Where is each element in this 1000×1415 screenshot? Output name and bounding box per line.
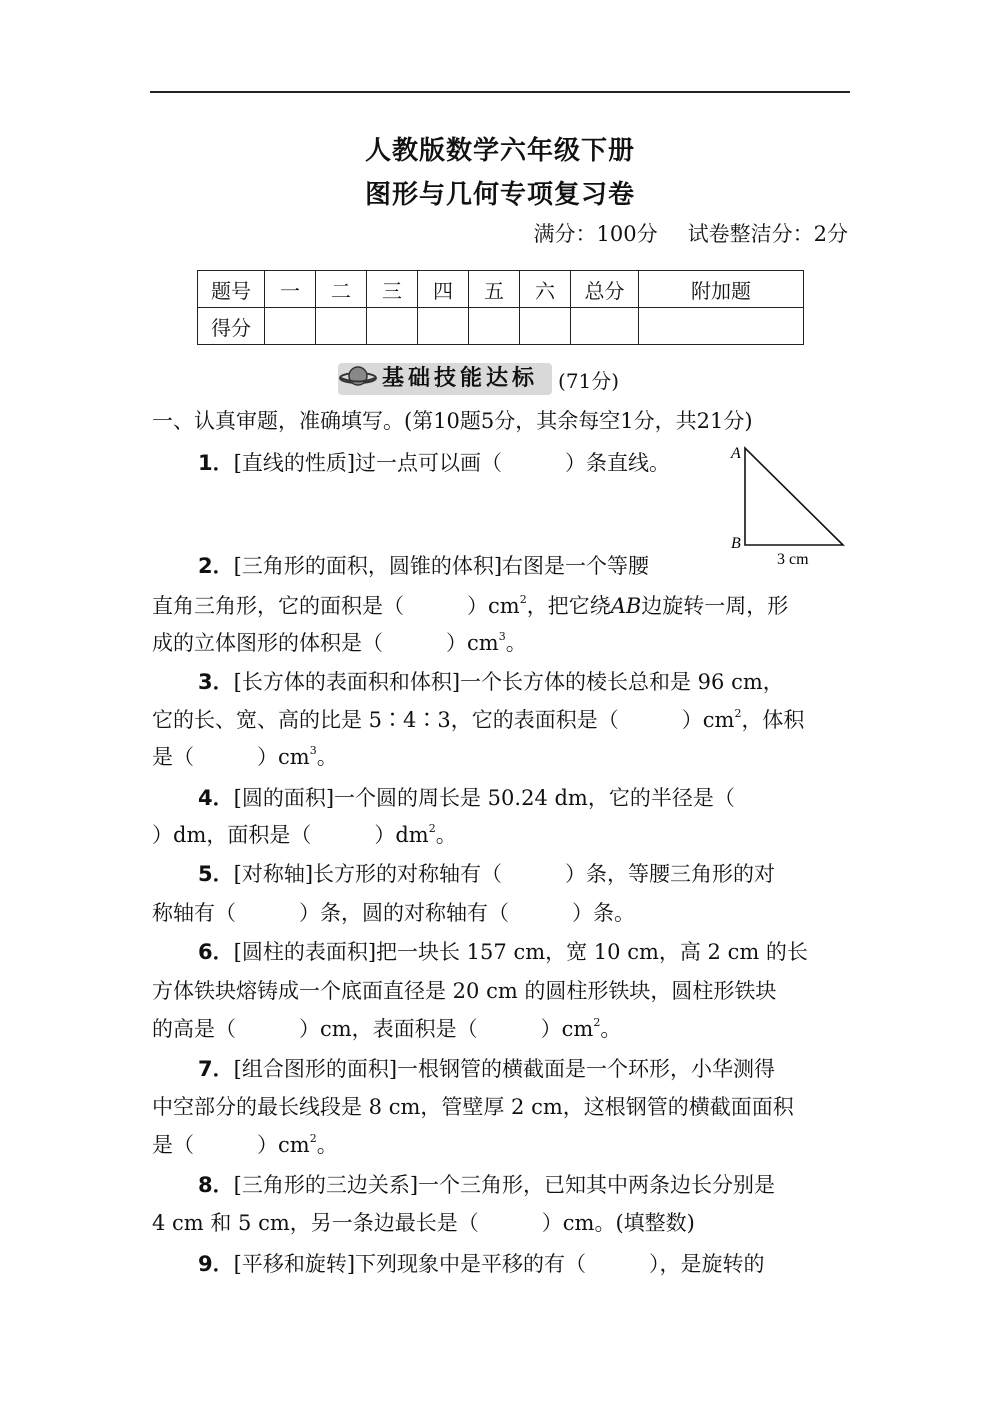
question-text: [组合图形的面积]一根钢管的横截面是一个环形，小华测得 — [233, 1057, 776, 1081]
superscript: 2 — [734, 707, 742, 720]
question-text: 。 — [505, 631, 527, 655]
question-8-line-1 — [198, 1175, 775, 1196]
question-text: 它的长、宽、高的比是 5∶4∶3，它的表面积是（ ）cm — [152, 708, 735, 732]
superscript: 3 — [498, 630, 506, 643]
title-line-2: 图形与几何专项复习卷 — [364, 180, 635, 210]
section-title: 基础技能达标 — [382, 366, 539, 391]
table-cell: 五 — [469, 271, 520, 308]
label-a: A — [731, 445, 741, 462]
question-text: 。 — [600, 1017, 622, 1041]
score-info — [534, 218, 848, 248]
question-2-line-1 — [198, 556, 649, 577]
table-cell: 四 — [418, 271, 469, 308]
label-b: B — [731, 535, 741, 552]
question-4-line-1 — [198, 788, 735, 809]
section-title-band — [338, 363, 552, 395]
section-banner — [338, 362, 619, 396]
right-triangle-figure — [725, 440, 850, 570]
score-cell — [520, 308, 571, 345]
table-cell: 附加题 — [639, 271, 804, 308]
question-5-line-1 — [198, 864, 775, 885]
planet-icon — [338, 361, 378, 393]
question-4-line-2 — [152, 822, 457, 847]
question-text: [平移和旋转]下列现象中是平移的有（ ），是旋转的 — [233, 1252, 765, 1276]
question-2-line-3 — [152, 630, 527, 655]
table-cell: 六 — [520, 271, 571, 308]
table-cell: 一 — [265, 271, 316, 308]
question-text: 成的立体图形的体积是（ ）cm — [152, 631, 499, 655]
question-2-line-2 — [152, 593, 789, 618]
question-text: [三角形的面积，圆锥的体积]右图是一个等腰 — [233, 554, 650, 578]
neat-score: 试卷整洁分：2分 — [687, 222, 848, 246]
table-cell: 三 — [367, 271, 418, 308]
question-text: ）dm，面积是（ ）dm — [152, 823, 429, 847]
superscript: 2 — [428, 822, 436, 835]
question-text: 。 — [435, 823, 457, 847]
question-number: 1． — [198, 451, 234, 475]
table-cell: 二 — [316, 271, 367, 308]
score-table-header-row — [198, 271, 804, 308]
base-length-label: 3 cm — [777, 551, 809, 568]
score-cell — [639, 308, 804, 345]
question-text: 边旋转一周，形 — [641, 594, 789, 618]
score-table-score-row — [198, 308, 804, 345]
question-number: 6． — [198, 940, 234, 964]
question-6-line-3 — [152, 1016, 622, 1041]
question-text: 是（ ）cm — [152, 745, 310, 769]
superscript: 2 — [519, 593, 527, 606]
table-cell: 题号 — [198, 271, 265, 308]
table-cell: 总分 — [571, 271, 639, 308]
question-text: ，体积 — [741, 708, 805, 732]
question-6-line-1 — [198, 942, 808, 963]
question-5-line-2: 称轴有（ ）条，圆的对称轴有（ ）条。 — [152, 901, 635, 925]
question-3-line-2 — [152, 707, 805, 732]
superscript: 3 — [309, 744, 317, 757]
question-number: 4． — [198, 786, 234, 810]
question-text: [直线的性质]过一点可以画（ ）条直线。 — [233, 451, 671, 475]
full-score: 满分：100分 — [533, 222, 658, 246]
question-text: 。 — [316, 745, 338, 769]
score-cell — [418, 308, 469, 345]
part1-heading: 一、认真审题，准确填写。(第10题5分，其余每空1分，共21分) — [152, 409, 753, 433]
question-3-line-3 — [152, 744, 338, 769]
question-9-line-1 — [198, 1254, 765, 1275]
superscript: 2 — [593, 1016, 601, 1029]
question-text: 是（ ）cm — [152, 1133, 310, 1157]
question-6-line-2: 方体铁块熔铸成一个底面直径是 20 cm 的圆柱形铁块，圆柱形铁块 — [152, 979, 777, 1003]
question-number: 2． — [198, 554, 234, 578]
question-8-line-2: 4 cm 和 5 cm，另一条边最长是（ ）cm。(填整数) — [152, 1211, 695, 1235]
header-rule — [150, 91, 850, 93]
segment-label: AB — [610, 594, 642, 618]
score-cell — [571, 308, 639, 345]
question-text: [圆的面积]一个圆的周长是 50.24 dm，它的半径是（ — [233, 786, 735, 810]
score-cell — [316, 308, 367, 345]
question-text: [长方体的表面积和体积]一个长方体的棱长总和是 96 cm， — [233, 670, 784, 694]
section-points: (71分) — [558, 368, 620, 393]
score-table — [197, 270, 804, 345]
question-number: 3． — [198, 670, 234, 694]
question-text: ，把它绕 — [526, 594, 611, 618]
superscript: 2 — [309, 1132, 317, 1145]
question-7-line-1 — [198, 1059, 775, 1080]
question-text: 直角三角形，它的面积是（ ）cm — [152, 594, 520, 618]
score-cell — [367, 308, 418, 345]
table-cell: 得分 — [198, 308, 265, 345]
score-cell — [265, 308, 316, 345]
question-text: [对称轴]长方形的对称轴有（ ）条，等腰三角形的对 — [233, 862, 776, 886]
score-cell — [469, 308, 520, 345]
question-text: [圆柱的表面积]把一块长 157 cm，宽 10 cm，高 2 cm 的长 — [233, 940, 808, 964]
question-text: 的高是（ ）cm，表面积是（ ）cm — [152, 1017, 594, 1041]
question-number: 7． — [198, 1057, 234, 1081]
question-7-line-2: 中空部分的最长线段是 8 cm，管壁厚 2 cm，这根钢管的横截面面积 — [152, 1095, 794, 1119]
title-line-1: 人教版数学六年级下册 — [364, 136, 635, 166]
question-number: 8． — [198, 1173, 234, 1197]
question-number: 5． — [198, 862, 234, 886]
question-text: [三角形的三边关系]一个三角形，已知其中两条边长分别是 — [233, 1173, 776, 1197]
question-7-line-3 — [152, 1132, 338, 1157]
question-number: 9． — [198, 1252, 234, 1276]
question-text: 。 — [316, 1133, 338, 1157]
question-3-line-1 — [198, 672, 784, 693]
question-1 — [198, 453, 670, 474]
